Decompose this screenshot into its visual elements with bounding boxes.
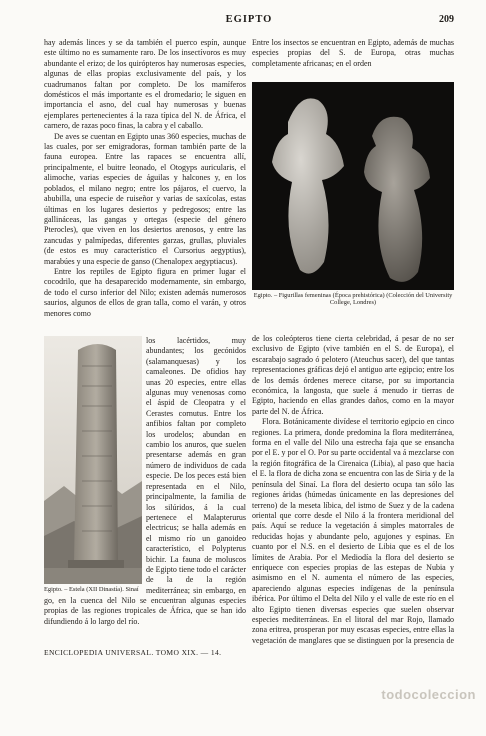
paragraph: Flora. Botánicamente divídese el territorio egipcio en cinco regiones. La primera, donde predomina la flora mediterránea, forma en el valle del Nilo una estrecha faja que se ensancha por el E. y por el O. Por su parte occidental va á mezclarse con la región fitográfica de la Cirenaica (Libia), al paso que hacia el E. la flora de dicha zona se encuentra con las de Siria y de la península del Sinaí. La flora del desierto ocupa tan sólo las regiones áridas (húmedas únicamente en las depresiones del terreno) de la meseta líbica, del istmo de Suez y de la cadena oriental que corre desde el Nilo á la frontera meridional del país. Aquí se reduce la vegetación á simples matorrales de reducidas hojas y abundante pelo, agujones y espinas. En cuanto por el N.S. en el desierto de Libia que es el de los límites de Arabia. Por el Mediodía la flora del desierto se enriquece con especies propias de las estepas de Nubia y asimismo en el N. aumenta el número de las especies, apareciendo algunas especies indígenas de la península ibérica. Por último el Delta del Nilo y el valle de este río en el alto Egipto tienen diversas especies que suelen observar especies mediterráneas. En el litoral del mar Rojo, llamado zona eritrea, prosperan por muy escasas especies, entre ellas la vegetación de manglares que se distinguen por la presencia de (252, 417, 454, 645)
watermark: todocoleccion (381, 687, 476, 702)
paragraph: hay además linces y se da también el puerco espín, aunque este último no es sumamente raro. De los insectívoros es muy abundante el erizo; de los quirópteros hay numerosas especies, algunas de ellas propias exclusivamente del país, y los cuadrumanos faltan por completo. De los mamíferos domésticos el más importante es el dromedario; le siguen en importancia el asno, del cual hay numerosas y buenas ejemplares pertenecientes á la raza típica del N. de África, el carnero, de razas poco finas, la cabra y el caballo. (44, 38, 246, 131)
running-head (44, 14, 454, 28)
right-column-top-text (252, 38, 454, 72)
stela-caption: Egipto. – Estela (XII Dinastía). Sinaí (44, 586, 139, 593)
paragraph: los lacértidos, muy abundantes; los gecónidos (salamanquesas) y los camaleones. De ofidios hay unas 20 especies, entre ellas algunas muy venenosas como el áspid de Cleopatra y el Cerastes cornutus. Entre los anfibios faltan por completo los urodelos; abundan en cambio los anuros, que suelen presentarse además en gran número de individuos de cada especie. De los peces está bien representada en el Nilo, principalmente, la familia de los silúridos, á la cual pertenece el Malapterurus electricus; se halla además en el mismo río un ganoideo característico, el Polypterus bichir. La fauna de moluscos de Egipto tiene todo el carácter de la de la región mediterránea; sin embargo, en (146, 336, 246, 594)
page-footer: ENCICLOPEDIA UNIVERSAL. TOMO XIX. — 14. (44, 648, 222, 657)
paragraph: go, en la cuenca del Nilo se encuentran algunas especies propias de las regiones tropicales de África, que se han ido difundiendo á lo largo del río. (44, 596, 246, 626)
figurines-caption: Egipto. – Figurillas femeninas (Época prehistórica) (Colección del University College, Londres) (253, 292, 453, 306)
left-column-bottom-text (44, 596, 246, 638)
figurines-figure (252, 82, 454, 306)
paragraph: de los coleópteros tiene cierta celebridad, á pesar de no ser exclusivo de Egipto (vive también en el S. de Europa), el escarabajo sagrado ó pelotero (Ateuchus sacer), del que tantas representaciones gráficas dejó el antiguo arte egipcio; entre los de los demás órdenes merece citarse, por su importancia económica, la langosta, que suele á menudo ir tierras de Egipto, haciendo en ellas grandes daños, como en la mayor parte del N. de África. (252, 334, 454, 416)
paragraph: Entre los reptiles de Egipto figura en primer lugar el cocodrilo, que ha desaparecido modernamente, sin embargo, de todo el curso inferior del Nilo; existen además numerosos saurios, algunos de ellos de gran talla, como el varán, y otros menores como (44, 266, 246, 318)
right-column-bottom-text (252, 334, 454, 646)
left-column-wrap-text (146, 336, 246, 594)
paragraph: Entre los insectos se encuentran en Egipto, además de muchas especies propias del S. de Europa, otras muchas completamente africanas; en el orden (252, 38, 454, 68)
page-number: 209 (439, 14, 454, 25)
figurines-photo (252, 82, 454, 290)
page-title: EGIPTO (225, 14, 273, 25)
stela-photo (44, 336, 142, 584)
left-column-top-text (44, 38, 246, 338)
stela-figure (44, 336, 142, 598)
paragraph: De aves se cuentan en Egipto unas 360 especies, muchas de las cuales, por ser emigradoras, forman también parte de la fauna europea. Entre las rapaces se encuentra allí, principalmente, el buitre leonado, el Otogyps auricularis, el alimoche, varias especies de águilas y halcones y, en los poblados, el milano negro; entre los pájaros, el cuervo, la abubilla, una especie de ruiseñor y varias de saxícolas, estas últimas en los lugares desiertos y pedregosos; entre las gallináceas, las gangas y ortegas (especie del género Pterocles), que viven en los desiertos arenosos, y entre las zancudas y palmípedas, diferentes garzas, grullas, pluviales (de estos es muy característico el Cursorius aegyptius), marabúes y una especie de ganso (Chenalopex aegyptiacus). (44, 131, 246, 266)
